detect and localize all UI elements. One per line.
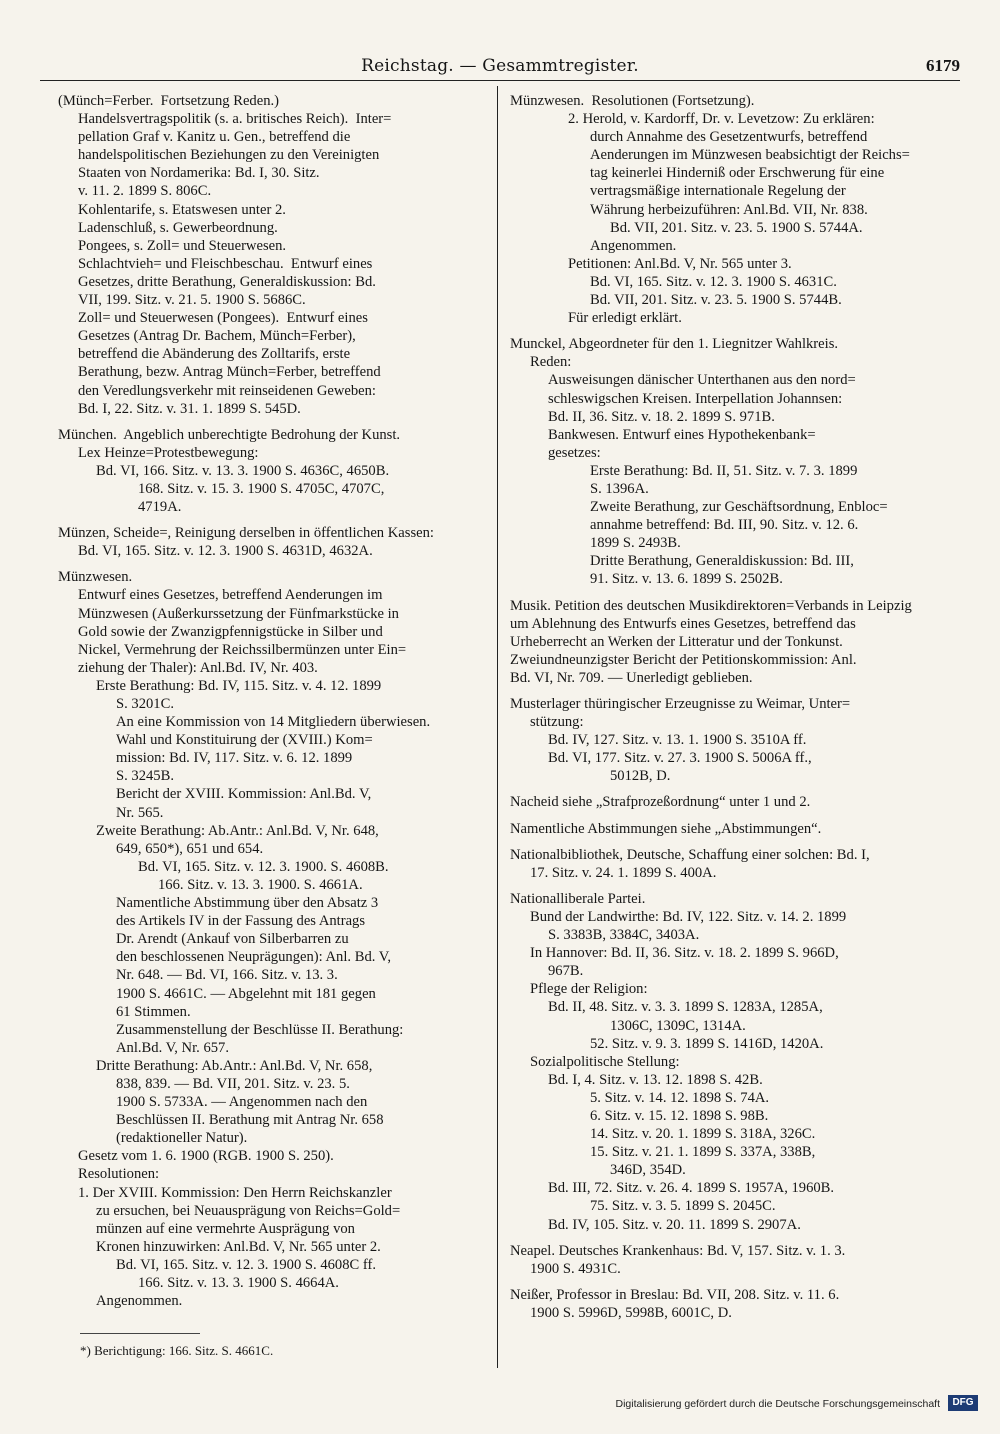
index-line: Schlachtvieh= und Fleischbeschau. Entwurf eines <box>78 255 373 272</box>
index-line: 166. Sitz. v. 13. 3. 1900. S. 4661A. <box>158 876 363 893</box>
footnote: *) Berichtigung: 166. Sitz. S. 4661C. <box>80 1343 274 1358</box>
index-line: München. Angeblich unberechtigte Bedrohung der Kunst. <box>58 426 401 443</box>
index-line: Bd. IV, 127. Sitz. v. 13. 1. 1900 S. 3510A ff. <box>548 732 807 749</box>
header-rule <box>40 80 960 81</box>
index-line: Bankwesen. Entwurf eines Hypothekenbank= <box>548 426 816 443</box>
index-line: Kohlentarife, s. Etatswesen unter 2. <box>78 201 286 218</box>
index-line: Zweiundneunzigster Bericht der Petitionskommission: Anl. <box>510 651 857 668</box>
index-line: Bd. VI, 166. Sitz. v. 13. 3. 1900 S. 4636C, 4650B. <box>96 462 390 479</box>
index-line: Pflege der Religion: <box>530 981 648 998</box>
index-line: 166. Sitz. v. 13. 3. 1900 S. 4664A. <box>138 1275 339 1291</box>
page-header <box>0 56 1000 78</box>
index-line: Nickel, Vermehrung der Reichssilbermünzen unter Ein= <box>78 641 407 658</box>
index-line: 1900 S. 5733A. — Angenommen nach den <box>116 1094 368 1111</box>
index-line: Pongees, s. Zoll= und Steuerwesen. <box>78 237 287 254</box>
index-line: Münzen, Scheide=, Reinigung derselben in öffentlichen Kassen: <box>58 525 434 542</box>
index-line: tag keinerlei Hinderniß oder Erschwerung für eine <box>590 165 885 182</box>
index-line: Musik. Petition des deutschen Musikdirektoren=Verbands in Leipzig <box>510 597 912 614</box>
index-line: Bd. VI, 165. Sitz. v. 12. 3. 1900. S. 4608B. <box>138 858 389 875</box>
index-line: Entwurf eines Gesetzes, betreffend Aenderungen im <box>78 587 383 604</box>
index-line: 967B. <box>548 963 584 980</box>
index-line: S. 3383B, 3384C, 3403A. <box>548 927 700 944</box>
index-line: 1306C, 1309C, 1314A. <box>610 1017 746 1034</box>
index-line: Berathung, bezw. Antrag Münch=Ferber, betreffend <box>78 364 381 381</box>
index-line: vertragsmäßige internationale Regelung der <box>590 183 846 200</box>
index-line: Angenommen. <box>590 237 677 254</box>
column-divider <box>497 86 498 1368</box>
index-line: Münzwesen (Außerkurssetzung der Fünfmarkstücke in <box>78 605 399 622</box>
index-line: Bd. II, 36. Sitz. v. 18. 2. 1899 S. 971B. <box>548 408 775 425</box>
index-line: Bd. VI, 165. Sitz. v. 12. 3. 1900 S. 4608C ff. <box>116 1256 377 1273</box>
index-line: Bd. VI, Nr. 709. — Unerledigt geblieben. <box>510 669 753 686</box>
index-line: Reden: <box>530 354 572 371</box>
index-line: Lex Heinze=Protestbewegung: <box>78 444 259 461</box>
index-line: Bericht der XVIII. Kommission: Anl.Bd. V, <box>116 786 372 803</box>
index-line: Für erledigt erklärt. <box>568 310 682 327</box>
index-line: Resolutionen: <box>78 1166 160 1183</box>
index-line: Zweite Berathung, zur Geschäftsordnung, Enbloc= <box>590 499 888 516</box>
left-column <box>58 92 488 1310</box>
index-line: 15. Sitz. v. 21. 1. 1899 S. 337A, 338B, <box>590 1144 816 1161</box>
index-line: 17. Sitz. v. 24. 1. 1899 S. 400A. <box>530 864 717 881</box>
index-line: 61 Stimmen. <box>116 1003 191 1020</box>
index-line: Beschlüssen II. Berathung mit Antrag Nr. 658 <box>116 1112 384 1129</box>
running-title: Reichstag. — Gesammtregister. <box>361 56 639 76</box>
index-line: 1900 S. 4931C. <box>530 1260 621 1277</box>
index-line: mission: Bd. IV, 117. Sitz. v. 6. 12. 1899 <box>116 750 353 767</box>
index-line: 1. Der XVIII. Kommission: Den Herrn Reichskanzler <box>78 1184 392 1201</box>
index-line: Ausweisungen dänischer Unterthanen aus den nord= <box>548 372 856 389</box>
index-line: Nationalliberale Partei. <box>510 890 646 907</box>
index-line: schleswigschen Kreisen. Interpellation Johannsen: <box>548 390 843 407</box>
index-line: Urheberrecht an Werken der Litteratur und der Tonkunst. <box>510 633 843 650</box>
index-line: Bd. VII, 201. Sitz. v. 23. 5. 1900 S. 5744B. <box>590 292 842 309</box>
index-line: den Veredlungsverkehr mit reinseidenen Geweben: <box>78 382 376 399</box>
index-line: Aenderungen im Münzwesen beabsichtigt der Reichs= <box>590 147 910 164</box>
index-line: 75. Sitz. v. 3. 5. 1899 S. 2045C. <box>590 1198 776 1215</box>
index-line: Bd. II, 48. Sitz. v. 3. 3. 1899 S. 1283A, 1285A, <box>548 999 823 1016</box>
index-line: Gesetz vom 1. 6. 1900 (RGB. 1900 S. 250). <box>78 1148 334 1165</box>
index-line: Bd. I, 4. Sitz. v. 13. 12. 1898 S. 42B. <box>548 1071 763 1088</box>
index-line: Bd. IV, 105. Sitz. v. 20. 11. 1899 S. 2907A. <box>548 1216 801 1233</box>
index-line: Namentliche Abstimmungen siehe „Abstimmungen“. <box>510 820 822 837</box>
index-line: Zusammenstellung der Beschlüsse II. Berathung: <box>116 1021 404 1038</box>
index-line: v. 11. 2. 1899 S. 806C. <box>78 183 212 200</box>
index-line: den beschlossenen Neuprägungen): Anl. Bd. V, <box>116 949 392 966</box>
index-line: Angenommen. <box>96 1293 183 1310</box>
index-line: Dritte Berathung: Ab.Antr.: Anl.Bd. V, Nr. 658, <box>96 1057 373 1074</box>
index-line: Nr. 648. — Bd. VI, 166. Sitz. v. 13. 3. <box>116 967 338 984</box>
index-line: annahme betreffend: Bd. III, 90. Sitz. v. 12. 6. <box>590 517 859 534</box>
index-line: Munckel, Abgeordneter für den 1. Liegnitzer Wahlkreis. <box>510 336 839 353</box>
index-line: Nacheid siehe „Strafprozeßordnung“ unter 1 und 2. <box>510 794 811 811</box>
index-line: Neißer, Professor in Breslau: Bd. VII, 208. Sitz. v. 11. 6. <box>510 1286 840 1303</box>
index-line: Bund der Landwirthe: Bd. IV, 122. Sitz. v. 14. 2. 1899 <box>530 908 847 925</box>
index-line: durch Annahme des Gesetzentwurfs, betreffend <box>590 129 868 146</box>
index-line: Dritte Berathung, Generaldiskussion: Bd. III, <box>590 553 854 570</box>
index-line: Bd. I, 22. Sitz. v. 31. 1. 1899 S. 545D. <box>78 400 301 417</box>
index-line: Nr. 565. <box>116 804 164 821</box>
index-line: Gold sowie der Zwanzigpfennigstücke in Silber und <box>78 623 383 640</box>
index-line: Bd. VII, 201. Sitz. v. 23. 5. 1900 S. 5744A. <box>610 219 863 236</box>
index-line: S. 3245B. <box>116 768 174 785</box>
index-line: 346D, 354D. <box>610 1162 686 1179</box>
index-line: (redaktioneller Natur). <box>116 1130 248 1147</box>
index-line: 4719A. <box>138 499 182 516</box>
index-line: An eine Kommission von 14 Mitgliedern überwiesen. <box>116 714 431 731</box>
index-line: Währung herbeizuführen: Anl.Bd. VII, Nr. 838. <box>590 201 868 218</box>
index-line: (Münch=Ferber. Fortsetzung Reden.) <box>58 93 280 109</box>
index-line: 1899 S. 2493B. <box>590 535 681 552</box>
index-line: münzen auf eine vermehrte Ausprägung von <box>96 1220 355 1237</box>
index-line: handelspolitischen Beziehungen zu den Vereinigten <box>78 147 380 164</box>
index-line: 1900 S. 4661C. — Abgelehnt mit 181 gegen <box>116 985 376 1002</box>
index-line: 168. Sitz. v. 15. 3. 1900 S. 4705C, 4707C, <box>138 480 385 497</box>
index-line: Bd. VI, 177. Sitz. v. 27. 3. 1900 S. 5006A ff., <box>548 750 812 767</box>
index-line: Dr. Arendt (Ankauf von Silberbarren zu <box>116 931 349 948</box>
index-line: des Artikels IV in der Fassung des Antrags <box>116 913 366 930</box>
footnote-rule <box>80 1333 200 1334</box>
digitization-credit: Digitalisierung gefördert durch die Deutsche Forschungsgemeinschaft <box>615 1398 940 1410</box>
index-line: 2. Herold, v. Kardorff, Dr. v. Levetzow: Zu erklären: <box>568 111 875 128</box>
index-line: Wahl und Konstituirung der (XVIII.) Kom= <box>116 732 373 749</box>
dfg-logo: DFG <box>948 1395 978 1411</box>
index-line: Kronen hinzuwirken: Anl.Bd. V, Nr. 565 unter 2. <box>96 1238 381 1255</box>
index-line: S. 3201C. <box>116 696 174 712</box>
index-line: 6. Sitz. v. 15. 12. 1898 S. 98B. <box>590 1107 769 1124</box>
index-line: Gesetzes (Antrag Dr. Bachem, Münch=Ferber), <box>78 328 356 345</box>
index-line: Anl.Bd. V, Nr. 657. <box>116 1039 229 1056</box>
index-line: pellation Graf v. Kanitz u. Gen., betreffend die <box>78 129 351 146</box>
index-line: 1900 S. 5996D, 5998B, 6001C, D. <box>530 1304 732 1321</box>
index-line: Neapel. Deutsches Krankenhaus: Bd. V, 157. Sitz. v. 1. 3. <box>510 1242 846 1259</box>
index-line: Erste Berathung: Bd. IV, 115. Sitz. v. 4. 12. 1899 <box>96 677 382 694</box>
index-line: Zweite Berathung: Ab.Antr.: Anl.Bd. V, Nr. 648, <box>96 822 379 839</box>
index-line: Staaten von Nordamerika: Bd. I, 30. Sitz. <box>78 165 320 182</box>
index-line: In Hannover: Bd. II, 36. Sitz. v. 18. 2. 1899 S. 966D, <box>530 945 839 962</box>
index-line: Bd. VI, 165. Sitz. v. 12. 3. 1900 S. 4631C. <box>590 273 837 290</box>
page-number: 6179 <box>926 56 960 75</box>
index-line: stützung: <box>530 714 584 731</box>
index-line: um Ablehnung des Entwurfs eines Gesetzes, betreffend das <box>510 615 856 632</box>
index-line: Erste Berathung: Bd. II, 51. Sitz. v. 7. 3. 1899 <box>590 462 858 479</box>
index-line: VII, 199. Sitz. v. 21. 5. 1900 S. 5686C. <box>78 292 306 309</box>
index-line: Ladenschluß, s. Gewerbeordnung. <box>78 219 278 236</box>
index-line: 5. Sitz. v. 14. 12. 1898 S. 74A. <box>590 1089 770 1106</box>
index-line: 649, 650*), 651 und 654. <box>116 840 264 857</box>
index-line: Münzwesen. <box>58 569 133 586</box>
index-line: betreffend die Abänderung des Zolltarifs, erste <box>78 346 351 363</box>
index-line: Gesetzes, dritte Berathung, Generaldiskussion: Bd. <box>78 273 376 290</box>
index-line: 91. Sitz. v. 13. 6. 1899 S. 2502B. <box>590 571 783 588</box>
index-line: 838, 839. — Bd. VII, 201. Sitz. v. 23. 5. <box>116 1075 350 1092</box>
index-line: Petitionen: Anl.Bd. V, Nr. 565 unter 3. <box>568 255 792 272</box>
index-line: 52. Sitz. v. 9. 3. 1899 S. 1416D, 1420A. <box>590 1035 824 1052</box>
index-line: Münzwesen. Resolutionen (Fortsetzung). <box>510 93 755 109</box>
index-line: zu ersuchen, bei Neuausprägung von Reichs=Gold= <box>96 1202 401 1219</box>
index-line: 5012B, D. <box>610 768 671 785</box>
index-line: Musterlager thüringischer Erzeugnisse zu Weimar, Unter= <box>510 696 851 712</box>
index-line: Namentliche Abstimmung über den Absatz 3 <box>116 895 379 912</box>
index-line: 14. Sitz. v. 20. 1. 1899 S. 318A, 326C. <box>590 1126 816 1143</box>
index-line: gesetzes: <box>548 444 601 461</box>
index-line: ziehung der Thaler): Anl.Bd. IV, Nr. 403. <box>78 659 318 676</box>
index-line: Bd. VI, 165. Sitz. v. 12. 3. 1900 S. 4631D, 4632A. <box>78 543 373 560</box>
index-line: Bd. III, 72. Sitz. v. 26. 4. 1899 S. 1957A, 1960B. <box>548 1180 835 1197</box>
index-line: Nationalbibliothek, Deutsche, Schaffung einer solchen: Bd. I, <box>510 846 870 863</box>
index-line: S. 1396A. <box>590 480 649 497</box>
index-line: Sozialpolitische Stellung: <box>530 1053 680 1070</box>
right-column <box>510 92 952 1322</box>
index-line: Handelsvertragspolitik (s. a. britisches Reich). Inter= <box>78 111 392 128</box>
index-line: Zoll= und Steuerwesen (Pongees). Entwurf eines <box>78 310 368 327</box>
